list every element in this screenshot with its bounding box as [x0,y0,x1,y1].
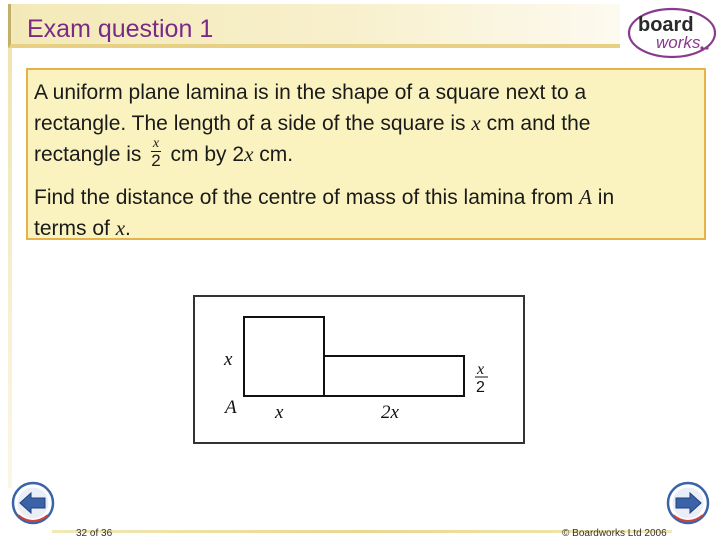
question-line-3b: cm by 2 [170,143,245,167]
fraction-denominator: 2 [151,151,161,170]
question-line-3a: rectangle is [34,143,142,167]
question-line-1: A uniform plane lamina is in the shape of a square next to a [34,81,587,104]
title-bar [8,4,620,48]
left-rail [8,48,12,488]
diagram-frame [193,295,525,444]
question-para2-d: . [125,217,131,240]
square-shape [244,317,324,396]
question-para2-b: in [597,186,615,209]
forward-arrow-icon[interactable] [666,481,710,525]
label-point-A: A [225,397,237,418]
question-box [26,68,706,240]
question-line-2a: rectangle. The length of a side of the square is [34,112,466,135]
rectangle-shape [324,356,464,396]
var-x-3: x [115,216,126,240]
var-x-2: x [244,142,254,167]
question-paragraph-1 [34,78,698,172]
label-rect-height-num: x [477,361,485,378]
page-number: 32 of 36 [76,528,113,539]
label-rect-height-den: 2 [476,379,485,396]
label-rect-length: 2x [381,402,399,423]
question-para2-a: Find the distance of the centre of mass of this lamina from [34,186,574,209]
back-arrow-icon[interactable] [11,481,55,525]
question-line-2b: cm and the [486,112,591,135]
lamina-diagram [195,297,523,442]
label-square-side: x [224,349,233,370]
fraction-x-over-2 [151,137,160,170]
boardworks-logo [626,4,718,62]
question-paragraph-2 [34,182,698,244]
copyright-text: © Boardworks Ltd 2006 [562,528,667,539]
logo-text-bottom: works [656,33,701,52]
fraction-numerator: x [152,136,160,151]
logo-text-top: board [638,14,694,36]
label-square-bottom: x [275,402,284,423]
var-x: x [471,111,481,135]
question-para2-c: terms of [34,217,110,240]
slide-title: Exam question 1 [27,15,214,43]
question-line-3c: cm. [259,143,294,167]
var-A: A [579,185,592,209]
